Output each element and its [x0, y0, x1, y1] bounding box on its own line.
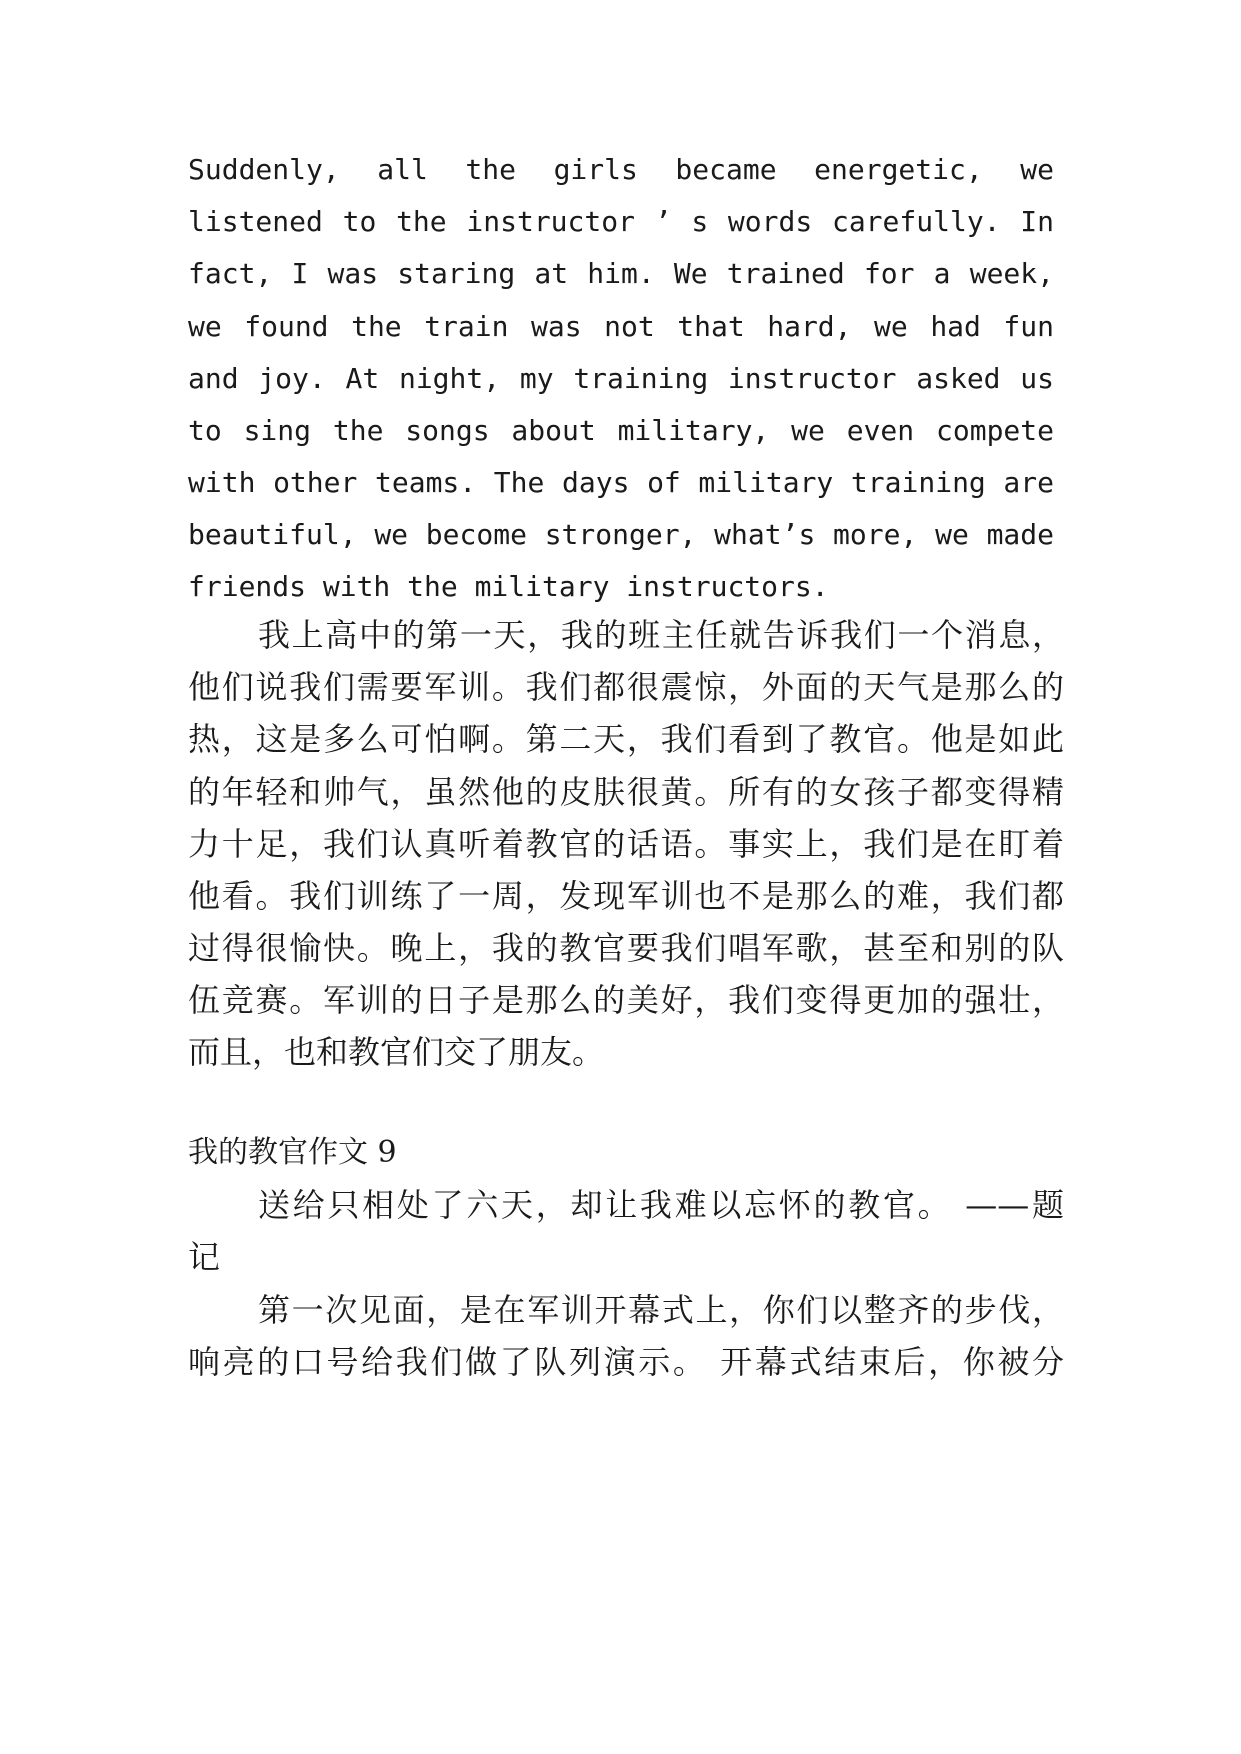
english-line: Suddenly, all the girls became energetic, we: [188, 153, 1054, 186]
english-line: to sing the songs about military, we even compete: [188, 414, 1054, 447]
chinese-line: 而且，也和教官们交了朋友。: [188, 1033, 605, 1071]
english-line: with other teams. The days of military training are: [188, 466, 1054, 499]
chinese-line: 我上高中的第一天，我的班主任就告诉我们一个消息，: [258, 616, 1064, 654]
chinese-line: 力十足，我们认真听着教官的话语。事实上，我们是在盯着: [188, 825, 1064, 863]
english-line: we found the train was not that hard, we had fun: [188, 310, 1054, 343]
chinese-line: 热，这是多么可怕啊。第二天，我们看到了教官。他是如此: [188, 720, 1064, 758]
chinese-line: 他看。我们训练了一周，发现军训也不是那么的难，我们都: [188, 877, 1064, 915]
paragraph-line: 第一次见面，是在军训开幕式上，你们以整齐的步伐，: [258, 1291, 1064, 1329]
section-title: 我的教官作文 9: [188, 1135, 397, 1170]
english-line: beautiful, we become stronger, what’s more, we made: [188, 518, 1054, 551]
paragraph-line: 响亮的口号给我们做了队列演示。 开幕式结束后，你被分: [188, 1343, 1064, 1381]
chinese-line: 过得很愉快。晚上，我的教官要我们唱军歌，甚至和别的队: [188, 929, 1064, 967]
chinese-line: 的年轻和帅气，虽然他的皮肤很黄。所有的女孩子都变得精: [188, 773, 1064, 811]
english-line: fact, I was staring at him. We trained for a week,: [188, 257, 1054, 290]
english-line: listened to the instructor ’ s words carefully. In: [188, 205, 1054, 238]
chinese-line: 伍竞赛。军训的日子是那么的美好，我们变得更加的强壮，: [188, 981, 1064, 1019]
dedication-line: 送给只相处了六天，却让我难以忘怀的教官。 ——题: [258, 1186, 1064, 1224]
dedication-line: 记: [188, 1238, 221, 1276]
english-line: friends with the military instructors.: [188, 570, 829, 603]
chinese-line: 他们说我们需要军训。我们都很震惊，外面的天气是那么的: [188, 668, 1064, 706]
english-line: and joy. At night, my training instructor asked us: [188, 362, 1054, 395]
